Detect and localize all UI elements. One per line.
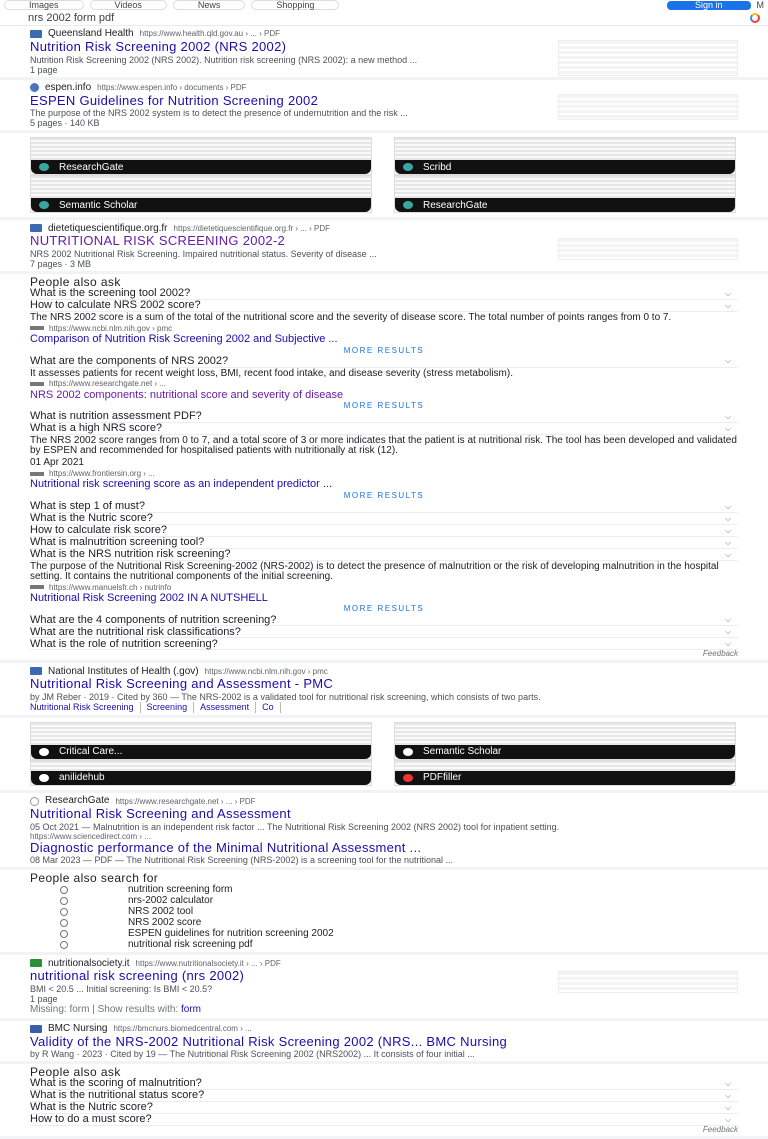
source-logo-icon bbox=[30, 585, 44, 589]
result-snippet: 05 Oct 2021 — Malnutrition is an independent risk factor ... The Nutritional Risk Screening 2002 (NRS 2002) tool for inpatient setting. bbox=[30, 821, 560, 832]
result-thumbnail[interactable] bbox=[558, 971, 738, 993]
related-search-text: NRS 2002 tool bbox=[128, 906, 194, 918]
image-card[interactable] bbox=[30, 722, 372, 760]
tab-videos[interactable]: Videos bbox=[90, 0, 167, 10]
question-text: What is the role of nutrition screening? bbox=[30, 637, 218, 650]
answer-text: It assesses patients for recent weight loss, BMI, recent food intake, and disease severity (stress metabolism). bbox=[30, 367, 513, 379]
site-favicon-icon bbox=[30, 30, 42, 38]
question-text: What is the Nutric score? bbox=[30, 1101, 153, 1114]
result-sublink-title[interactable]: Diagnostic performance of the Minimal Nutritional Assessment ... bbox=[30, 839, 422, 855]
more-results-button[interactable]: MORE RESULTS bbox=[343, 604, 425, 614]
site-favicon-icon bbox=[30, 959, 42, 967]
result-snippet: by R Wang · 2023 · Cited by 19 — The Nutritional Risk Screening 2002 (NRS2002) ... It consists of four initial ... bbox=[30, 1049, 475, 1060]
answer-text: The NRS 2002 score ranges from 0 to 7, and a total score of 3 or more indicates that the patient is at nutritional risk. The tool has been developed and validated by ESPEN and recommended for hospitalised patients with nutritionally at risk (12). bbox=[30, 435, 737, 457]
answer-title-link[interactable]: Nutritional Risk Screening 2002 IN A NUTSHELL bbox=[30, 591, 268, 604]
image-source: Critical Care... bbox=[59, 746, 123, 758]
image-card[interactable] bbox=[30, 137, 372, 175]
voice-search-icon[interactable] bbox=[750, 13, 760, 23]
result-snippet: Nutrition Risk Screening 2002 (NRS 2002). Nutrition risk screening (NRS 2002): a new method ... bbox=[30, 54, 418, 65]
result-meta: 1 page bbox=[30, 64, 58, 75]
answer-text: The NRS 2002 score is a sum of the total of the nutritional score and the severity of disease score. The total number of points ranges from 0 to 7. bbox=[30, 311, 672, 323]
related-search-item[interactable] bbox=[30, 928, 738, 939]
related-search-item[interactable] bbox=[30, 884, 738, 895]
chevron-down-icon: ⌵ bbox=[724, 501, 732, 511]
question-row[interactable] bbox=[30, 1090, 738, 1102]
chevron-down-icon: ⌵ bbox=[724, 1115, 732, 1125]
question-row[interactable] bbox=[30, 638, 738, 650]
chevron-down-icon: ⌵ bbox=[724, 288, 732, 298]
result-title-link[interactable]: NUTRITIONAL RISK SCREENING 2002-2 bbox=[30, 233, 286, 249]
question-row[interactable] bbox=[30, 513, 738, 525]
image-card[interactable] bbox=[394, 760, 736, 786]
site-url[interactable]: https://www.health.qld.gov.au › ... › PDF bbox=[139, 29, 280, 39]
tab-news[interactable]: News bbox=[173, 0, 246, 10]
search-bar bbox=[0, 10, 768, 26]
search-input[interactable] bbox=[28, 12, 750, 24]
question-text: What is malnutrition screening tool? bbox=[30, 536, 205, 549]
image-column bbox=[394, 137, 736, 213]
chevron-up-icon: ⌵ bbox=[724, 356, 732, 366]
related-search-text: nrs-2002 calculator bbox=[128, 895, 214, 907]
related-search-item[interactable] bbox=[30, 895, 738, 906]
image-card[interactable] bbox=[394, 137, 736, 175]
source-logo-icon bbox=[39, 201, 49, 209]
show-results-with-link[interactable]: form bbox=[180, 1004, 201, 1016]
question-row[interactable] bbox=[30, 1114, 738, 1126]
feedback-link[interactable]: Feedback bbox=[702, 1125, 738, 1135]
site-name: ResearchGate bbox=[45, 795, 110, 807]
chevron-up-icon: ⌵ bbox=[724, 300, 732, 310]
answer-source bbox=[30, 583, 738, 592]
site-url[interactable]: https://www.researchgate.net › ... › PDF bbox=[115, 796, 256, 806]
tag-link[interactable]: Nutritional Risk Screening bbox=[30, 702, 141, 712]
question-row[interactable] bbox=[30, 1102, 738, 1114]
question-text: What is the Nutric score? bbox=[30, 512, 153, 525]
search-icon bbox=[60, 930, 68, 938]
section-heading: People also ask bbox=[30, 1065, 121, 1080]
question-row[interactable] bbox=[30, 525, 738, 537]
chevron-down-icon: ⌵ bbox=[724, 525, 732, 535]
question-text: What is the scoring of malnutrition? bbox=[30, 1077, 202, 1090]
search-icon bbox=[60, 886, 68, 894]
result-meta: 7 pages · 3 MB bbox=[30, 258, 92, 269]
answer-title-link[interactable]: Nutritional risk screening score as an independent predictor ... bbox=[30, 478, 333, 491]
tab-shopping[interactable]: Shopping bbox=[251, 0, 339, 10]
site-name: BMC Nursing bbox=[48, 1022, 108, 1034]
site-favicon-icon bbox=[30, 797, 39, 806]
answer-source bbox=[30, 324, 738, 333]
chevron-up-icon: ⌵ bbox=[724, 549, 732, 559]
section-heading: People also ask bbox=[30, 274, 121, 289]
site-url[interactable]: https://bmcnurs.biomedcentral.com › ... bbox=[113, 1023, 252, 1033]
more-results-button[interactable]: MORE RESULTS bbox=[343, 401, 425, 411]
image-card[interactable] bbox=[30, 760, 372, 786]
answer-url[interactable]: https://www.manuelsfr.ch › nutrinfo bbox=[49, 582, 172, 592]
answer-date: 01 Apr 2021 bbox=[30, 457, 84, 469]
image-source: ResearchGate bbox=[59, 161, 124, 173]
search-result bbox=[0, 663, 768, 718]
result-meta: 5 pages · 140 KB bbox=[30, 118, 100, 129]
question-text: How to calculate NRS 2002 score? bbox=[30, 299, 201, 312]
related-search-text: ESPEN guidelines for nutrition screening 2002 bbox=[128, 928, 334, 940]
more-results-button[interactable]: MORE RESULTS bbox=[343, 345, 425, 355]
related-search-item[interactable] bbox=[30, 939, 738, 950]
image-source: Semantic Scholar bbox=[59, 199, 138, 211]
image-column bbox=[30, 722, 372, 786]
search-result bbox=[0, 80, 768, 134]
search-icon bbox=[60, 941, 68, 949]
answer-source bbox=[30, 469, 738, 478]
search-tabs bbox=[0, 0, 768, 10]
result-meta: 1 page bbox=[30, 994, 58, 1005]
question-row[interactable] bbox=[30, 501, 738, 513]
section-heading: People also search for bbox=[30, 871, 159, 886]
missing-text: Missing: form | Show results with: bbox=[30, 1004, 179, 1016]
tag-link[interactable]: Assessment bbox=[200, 702, 256, 712]
source-logo-icon bbox=[39, 748, 49, 756]
site-url[interactable]: https://www.nutritionalsociety.it › ... › PDF bbox=[135, 958, 281, 968]
feedback-link[interactable]: Feedback bbox=[702, 649, 738, 659]
site-name: Queensland Health bbox=[48, 28, 134, 40]
source-logo-icon bbox=[403, 201, 413, 209]
site-favicon-icon bbox=[30, 83, 39, 92]
result-snippet: by JM Reber · 2019 · Cited by 360 — The NRS-2002 is a validated tool for nutritional risk screening, which consists of two parts. bbox=[30, 692, 541, 703]
site-name: dietetiquescientifique.org.fr bbox=[48, 222, 168, 234]
question-text: What is nutrition assessment PDF? bbox=[30, 410, 202, 423]
related-search-text: NRS 2002 score bbox=[128, 917, 202, 929]
answer-text: The purpose of the Nutritional Risk Screening-2002 (NRS-2002) is to detect the presence of malnutrition or the risk of developing malnutrition in the hospital setting. It contains the nutritional components of the initial screening. bbox=[30, 560, 719, 582]
site-url[interactable]: https://dietetiquescientifique.org.fr › ... › PDF bbox=[173, 223, 331, 233]
more-results-button[interactable]: MORE RESULTS bbox=[343, 490, 425, 500]
chevron-down-icon: ⌵ bbox=[724, 1103, 732, 1113]
image-source: anilidehub bbox=[59, 772, 105, 784]
question-row[interactable] bbox=[30, 288, 738, 300]
site-favicon-icon bbox=[30, 1025, 42, 1033]
question-text: What is step 1 of must? bbox=[30, 500, 145, 513]
question-text: What are the 4 components of nutrition screening? bbox=[30, 613, 277, 626]
chevron-down-icon: ⌵ bbox=[724, 639, 732, 649]
question-text: What is a high NRS score? bbox=[30, 422, 163, 435]
image-column bbox=[394, 722, 736, 786]
search-result bbox=[0, 955, 768, 1020]
search-result bbox=[0, 793, 768, 870]
site-url[interactable]: https://www.ncbi.nlm.nih.gov › pmc bbox=[204, 666, 328, 676]
image-source: Scribd bbox=[423, 161, 452, 173]
result-snippet: NRS 2002 Nutritional Risk Screening. Impaired nutritional status. Severity of disease ... bbox=[30, 248, 377, 259]
question-row[interactable] bbox=[30, 356, 738, 368]
image-card[interactable] bbox=[394, 175, 736, 213]
question-row[interactable] bbox=[30, 1078, 738, 1090]
question-row[interactable] bbox=[30, 549, 738, 561]
chevron-down-icon: ⌵ bbox=[724, 1091, 732, 1101]
people-also-ask bbox=[0, 274, 768, 664]
question-text: What are the components of NRS 2002? bbox=[30, 354, 229, 367]
question-row[interactable] bbox=[30, 411, 738, 423]
answer-title-link[interactable]: Comparison of Nutrition Risk Screening 2002 and Subjective ... bbox=[30, 332, 338, 345]
question-row[interactable] bbox=[30, 614, 738, 626]
search-result bbox=[0, 220, 768, 274]
site-name: nutritionalsociety.it bbox=[48, 957, 130, 969]
site-favicon-icon bbox=[30, 224, 42, 232]
search-result bbox=[0, 26, 768, 80]
question-row[interactable] bbox=[30, 626, 738, 638]
result-title-link[interactable]: nutritional risk screening (nrs 2002) bbox=[30, 968, 245, 984]
chevron-down-icon: ⌵ bbox=[724, 627, 732, 637]
result-sublink-snippet: 08 Mar 2023 — PDF — The Nutritional Risk Screening (NRS-2002) is a screening tool for the nutritional ... bbox=[30, 855, 454, 866]
tag-link[interactable]: Screening bbox=[147, 702, 195, 712]
image-card[interactable] bbox=[394, 722, 736, 760]
question-text: What is the NRS nutrition risk screening? bbox=[30, 548, 231, 561]
image-column bbox=[30, 137, 372, 213]
result-snippet: BMI < 20.5 ... Initial screening: Is BMI < 20.5? bbox=[30, 984, 213, 995]
more-tab[interactable]: M bbox=[756, 0, 764, 10]
image-card[interactable] bbox=[30, 175, 372, 213]
source-logo-icon bbox=[403, 748, 413, 756]
people-also-search-for bbox=[0, 870, 768, 955]
chevron-down-icon: ⌵ bbox=[724, 1079, 732, 1089]
result-title-link[interactable]: Nutritional Risk Screening and Assessment bbox=[30, 806, 291, 822]
result-title-link[interactable]: Nutrition Risk Screening 2002 (NRS 2002) bbox=[30, 39, 287, 54]
result-title-link[interactable]: Validity of the NRS-2002 Nutritional Risk Screening 2002 (NRS... BMC Nursing bbox=[30, 1033, 508, 1049]
question-row[interactable] bbox=[30, 423, 738, 435]
chevron-down-icon: ⌵ bbox=[724, 412, 732, 422]
result-title-link[interactable]: ESPEN Guidelines for Nutrition Screening 2002 bbox=[30, 92, 319, 108]
search-icon bbox=[60, 919, 68, 927]
answer-url[interactable]: https://www.researchgate.net › ... bbox=[49, 379, 166, 389]
site-name: National Institutes of Health (.gov) bbox=[48, 665, 199, 677]
image-source: PDFfiller bbox=[423, 772, 462, 784]
people-also-ask bbox=[0, 1064, 768, 1139]
image-source: ResearchGate bbox=[423, 199, 488, 211]
source-logo-icon bbox=[30, 382, 44, 386]
question-text: How to do a must score? bbox=[30, 1113, 152, 1126]
source-logo-icon bbox=[30, 472, 44, 476]
result-snippet: The purpose of the NRS 2002 system is to detect the presence of undernutrition and the risk ... bbox=[30, 108, 408, 119]
source-logo-icon bbox=[39, 774, 49, 782]
source-logo-icon bbox=[403, 163, 413, 171]
site-favicon-icon bbox=[30, 667, 42, 675]
related-search-text: nutritional risk screening pdf bbox=[128, 939, 253, 951]
sublink-url[interactable]: https://www.sciencedirect.com › ... bbox=[30, 831, 151, 841]
answer-url[interactable]: https://www.frontiersin.org › ... bbox=[49, 469, 155, 479]
missing-terms bbox=[30, 1004, 738, 1016]
result-title-link[interactable]: Nutritional Risk Screening and Assessment - PMC bbox=[30, 676, 334, 692]
site-url[interactable]: https://www.espen.info › documents › PDF bbox=[97, 83, 247, 93]
result-thumbnail[interactable] bbox=[558, 238, 738, 260]
sign-in-button[interactable]: Sign in bbox=[667, 1, 751, 10]
search-icon bbox=[60, 897, 68, 905]
answer-title-link[interactable]: NRS 2002 components: nutritional score and severity of disease bbox=[30, 388, 344, 401]
chevron-up-icon: ⌵ bbox=[724, 424, 732, 434]
image-results bbox=[0, 718, 768, 793]
result-thumbnail[interactable] bbox=[558, 40, 738, 76]
question-text: What are the nutritional risk classifications? bbox=[30, 625, 241, 638]
answer-source bbox=[30, 380, 738, 389]
source-logo-icon bbox=[39, 163, 49, 171]
search-icon bbox=[60, 908, 68, 916]
question-row[interactable] bbox=[30, 537, 738, 549]
question-text: What is the screening tool 2002? bbox=[30, 287, 191, 300]
tab-images[interactable]: Images bbox=[4, 0, 84, 10]
question-text: How to calculate risk score? bbox=[30, 524, 167, 537]
site-name: espen.info bbox=[45, 81, 92, 93]
tag-link[interactable]: Co bbox=[262, 702, 281, 712]
chevron-down-icon: ⌵ bbox=[724, 615, 732, 625]
related-search-item[interactable] bbox=[30, 906, 738, 917]
related-search-text: nutrition screening form bbox=[128, 884, 233, 896]
image-source: Semantic Scholar bbox=[423, 746, 502, 758]
chevron-down-icon: ⌵ bbox=[724, 513, 732, 523]
related-search-item[interactable] bbox=[30, 917, 738, 928]
question-row[interactable] bbox=[30, 300, 738, 312]
question-text: What is the nutritional status score? bbox=[30, 1089, 205, 1102]
search-result bbox=[0, 1021, 768, 1065]
result-thumbnail[interactable] bbox=[558, 94, 738, 120]
chevron-down-icon: ⌵ bbox=[724, 537, 732, 547]
related-tags bbox=[30, 702, 738, 713]
answer-url[interactable]: https://www.ncbi.nlm.nih.gov › pmc bbox=[49, 323, 173, 333]
image-results bbox=[0, 133, 768, 220]
source-logo-icon bbox=[30, 326, 44, 330]
source-logo-icon bbox=[403, 774, 413, 782]
